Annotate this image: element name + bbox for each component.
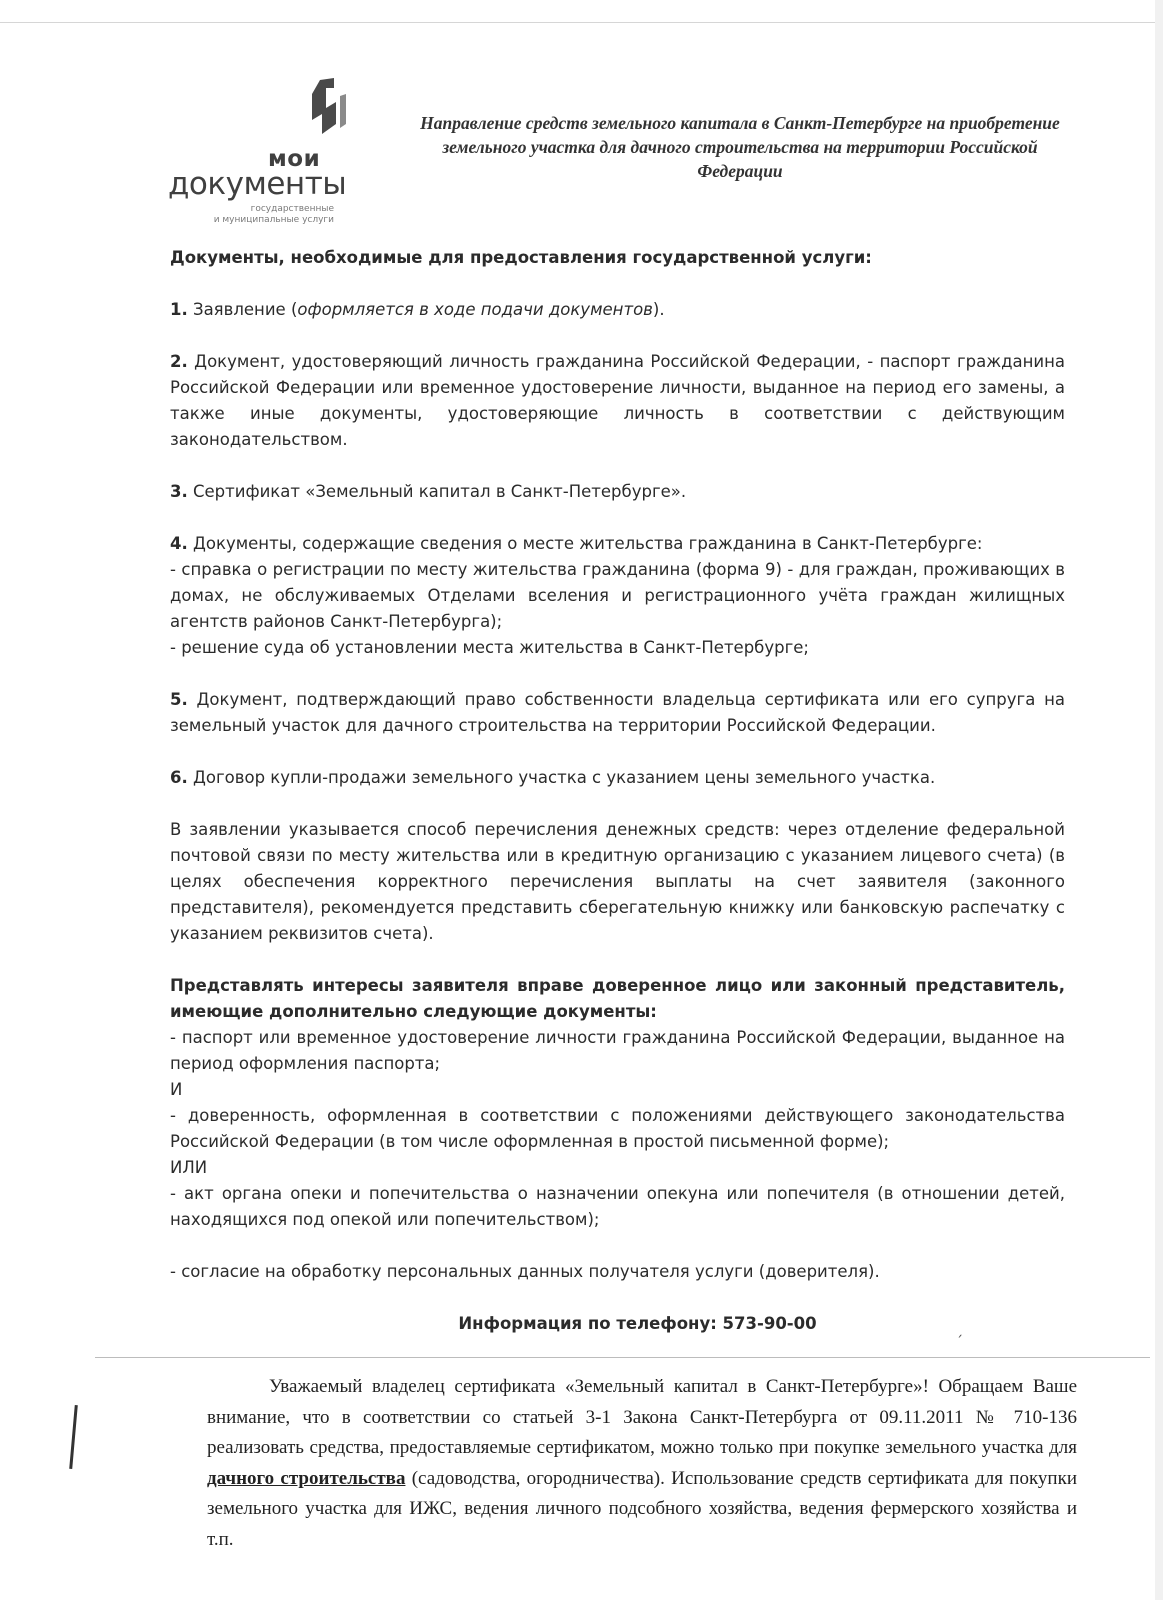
notice-text-2: (садоводства, огородничества). Использование средств сертификата для покупки земельного участка для ИЖС, ведения личного подсобного хозяйства, ведения фермерского хозяйства и т.п. [207,1467,1077,1550]
phone-info: Информация по телефону: 573-90-00 [458,1314,817,1333]
list-item-6: 6. Договор купли-продажи земельного участка с указанием цены земельного участка. [170,768,936,787]
representative-doc-4: - согласие на обработку персональных данных получателя услуги (доверителя). [170,1262,880,1281]
logo-subtitle-1: государственные [250,204,334,214]
list-item-2: 2. Документ, удостоверяющий личность гражданина Российской Федерации, - паспорт гражданина Российской Федерации или временное удостоверение личности, выданное на период его замены, а также иные документы, удостоверяющие личность в соответствии с действующим законодательством. [170,352,1065,449]
document-body [170,245,1065,1337]
representative-doc-3: - акт органа опеки и попечительства о назначении опекуна или попечителя (в отношении детей, находящихся под опекой или попечительством); [170,1184,1065,1229]
list-item-4: 4. Документы, содержащие сведения о месте жительства гражданина в Санкт-Петербурге: [170,534,983,553]
notice-letter [207,1372,1077,1555]
logo-subtitle-2: и муниципальные услуги [213,215,334,225]
cut-line-divider [95,1357,1150,1358]
pen-mark-small: ˏ [956,1322,963,1338]
moi-dokumenty-logo [168,78,348,228]
notice-text-1: Уважаемый владелец сертификата «Земельный капитал в Санкт-Петербурге»! Обращаем Ваше внимание, что в соответствии со статьей 3-1 Закона Санкт-Петербурга от 09.11.2011 № 710-136 реализовать средства, предоставляемые сертификатом, можно только при покупке земельного участка для [207,1376,1077,1458]
pen-mark [69,1405,78,1469]
list-item-4-sub-2: - решение суда об установлении места жительства в Санкт-Петербурге; [170,638,809,657]
representative-or: ИЛИ [170,1158,208,1177]
list-item-3: 3. Сертификат «Земельный капитал в Санкт-Петербурге». [170,482,687,501]
list-item-5: 5. Документ, подтверждающий право собственности владельца сертификата или его супруга на земельный участок для дачного строительства на территории Российской Федерации. [170,690,1065,735]
representative-and: И [170,1080,183,1099]
logo-text-moi: мои [268,146,321,172]
list-item-4-sub-1: - справка о регистрации по месту жительства гражданина (форма 9) - для граждан, проживающих в домах, не обслуживаемых Отделами вселения и регистрационного учёта граждан жилищных агентств районов Санкт-Петербурга); [170,560,1065,631]
representative-doc-1: - паспорт или временное удостоверение личности гражданина Российской Федерации, выданное на период оформления паспорта; [170,1028,1065,1073]
notice-emphasis: дачного строительства [207,1467,406,1489]
document-title: Направление средств земельного капитала в Санкт-Петербурге на приобретение земельного участка для дачного строительства на территории Российской Федерации [420,113,1060,181]
list-item-1: 1. Заявление (оформляется в ходе подачи документов). [170,300,665,319]
representative-heading: Представлять интересы заявителя вправе доверенное лицо или законный представитель, имеющие дополнительно следующие документы: [170,976,1065,1021]
payment-note: В заявлении указывается способ перечисления денежных средств: через отделение федеральной почтовой связи по месту жительства или в кредитную организацию с указанием лицевого счета) (в целях обеспечения корректного перечисления выплаты на счет заявителя (законного представителя), рекомендуется представить сберегательную книжку или банковскую распечатку с указанием реквизитов счета). [170,820,1065,943]
logo-emblem-icon [306,78,348,138]
scan-edge [0,22,1163,23]
scan-edge-right [1155,0,1163,1600]
section-heading: Документы, необходимые для предоставления государственной услуги: [170,248,872,267]
logo-text-dokumenty: документы [168,166,347,202]
representative-doc-2: - доверенность, оформленная в соответствии с положениями действующего законодательства Российской Федерации (в том числе оформленная в простой письменной форме); [170,1106,1065,1151]
